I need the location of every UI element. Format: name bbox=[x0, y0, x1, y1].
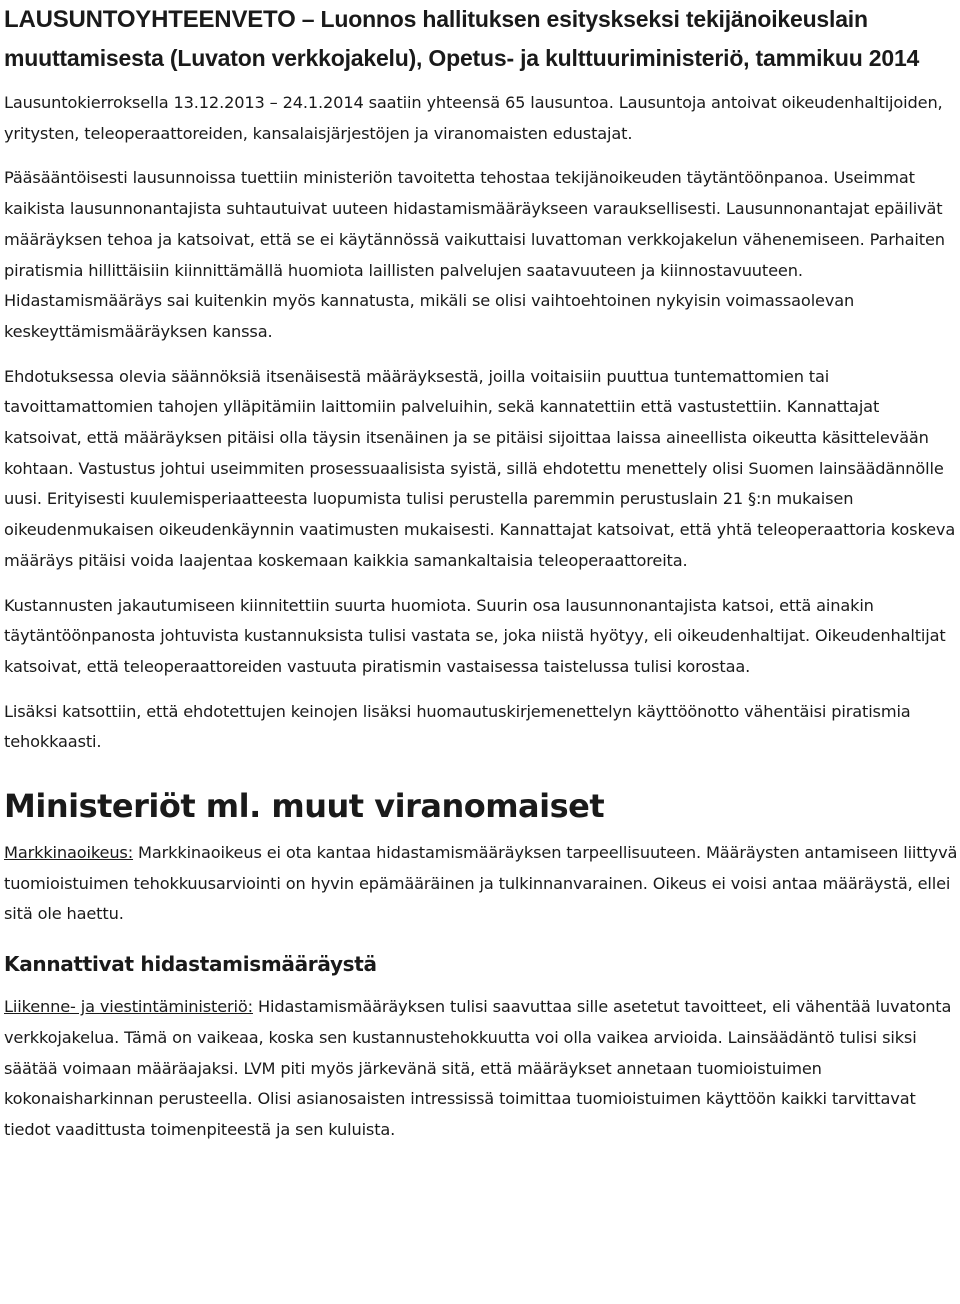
paragraph-market-court bbox=[4, 838, 958, 930]
document bbox=[4, 0, 958, 1146]
transport-ministry-text: Hidastamismääräyksen tulisi saavuttaa sille asetetut tavoitteet, eli vähentää luvatonta verkkojakelua. Tämä on vaikeaa, koska sen kustannustehokkuutta voi olla vaikea arvioida. Lainsäädäntö tulisi siksi säätää voimaan määräajaksi. LVM piti myös järkevänä sitä, että määräykset annetaan tuomioistuimen kokonaisharkinnan perusteella. Olisi asianosaisten intressissä toimittaa tuomioistuimen käyttöön kaikki tarvittavat tiedot vaadittusta toimenpiteestä ja sen kuluista. bbox=[4, 997, 952, 1139]
intro-paragraph: Lausuntokierroksella 13.12.2013 – 24.1.2014 saatiin yhteensä 65 lausuntoa. Lausuntoja antoivat oikeudenhaltijoiden, yritysten, teleoperaattoreiden, kansalaisjärjestöjen ja viranomaisten edustajat. bbox=[4, 93, 943, 143]
section-heading-ministries: Ministeriöt ml. muut viranomaiset bbox=[4, 787, 605, 826]
paragraph-transport-ministry bbox=[4, 992, 958, 1146]
market-court-text: Markkinaoikeus ei ota kantaa hidastamismääräyksen tarpeellisuuteen. Määräysten antamiseen liittyvä tuomioistuimen tehokkuusarviointi on hyvin epämääräinen ja tulkinnanvarainen. Oikeus ei voisi antaa määräystä, ellei sitä ole haettu. bbox=[4, 843, 958, 924]
title-rest: – Luonnos hallituksen esityskseksi tekijänoikeuslain muuttamisesta (Luvaton verkkojakelu), Opetus- ja kulttuuriministeriö, tammikuu 2014 bbox=[4, 6, 920, 71]
paragraph-independent-order: Ehdotuksessa olevia säännöksiä itsenäisestä määräyksestä, joilla voitaisiin puuttua tuntemattomien tai tavoittamattomien tahojen ylläpitämiin laittomiin palveluihin, sekä kannatettiin että vastustettiin. Kannattajat katsoivat, että määräyksen pitäisi olla täysin itsenäinen ja se pitäisi sijoittaa laissa aineellista oikeutta käsittelevään kohtaan. Vastustus johtui useimmiten prosessuaalisista syistä, sillä ehdotettu menettely olisi Suomen lainsäädännölle uusi. Erityisesti kuulemisperiaatteesta luopumista tulisi perustella paremmin perustuslain 21 §:n mukaisen oikeudenmukaisen oikeudenkäynnin vaatimusten mukaisesti. Kannattajat katsoivat, että yhtä teleoperaattoria koskeva määräys pitäisi voida laajentaa koskemaan kaikkia samankaltaisia teleoperaattoreita. bbox=[4, 366, 956, 570]
transport-ministry-label: Liikenne- ja viestintäministeriö: bbox=[4, 997, 253, 1017]
title-lead: LAUSUNTOYHTEENVETO bbox=[4, 6, 296, 33]
document-title bbox=[4, 0, 958, 78]
section-heading-supporters: Kannattivat hidastamismääräystä bbox=[4, 952, 377, 977]
paragraph-summary: Pääsääntöisesti lausunnoissa tuettiin ministeriön tavoitetta tehostaa tekijänoikeuden täytäntöönpanoa. Useimmat kaikista lausunnonantajista suhtautuivat uuteen hidastamismääräykseen varauksellisesti. Lausunnonantajat epäilivät määräyksen tehoa ja katsoivat, että se ei käytännössä vaikuttaisi luvattoman verkkojakelun vähenemiseen. Parhaiten piratismia hillittäisiin kiinnittämällä huomiota laillisten palvelujen saatavuuteen ja kiinnostavuuteen. Hidastamismääräys sai kuitenkin myös kannatusta, mikäli se olisi vaihtoehtoinen nykyisin voimassaolevan keskeyttämismääräyksen kanssa. bbox=[4, 168, 945, 341]
paragraph-costs: Kustannusten jakautumiseen kiinnitettiin suurta huomiota. Suurin osa lausunnonantajista katsoi, että ainakin täytäntöönpanosta johtuvista kustannuksista tulisi vastata se, joka niistä hyötyy, eli oikeudenhaltijat. Oikeudenhaltijat katsoivat, että teleoperaattoreiden vastuuta piratismin vastaisessa taistelussa tulisi korostaa. bbox=[4, 595, 946, 676]
market-court-label: Markkinaoikeus: bbox=[4, 843, 134, 863]
paragraph-notice-letters: Lisäksi katsottiin, että ehdotettujen keinojen lisäksi huomautuskirjemenettelyn käyttöönotto vähentäisi piratismia tehokkaasti. bbox=[4, 701, 911, 752]
